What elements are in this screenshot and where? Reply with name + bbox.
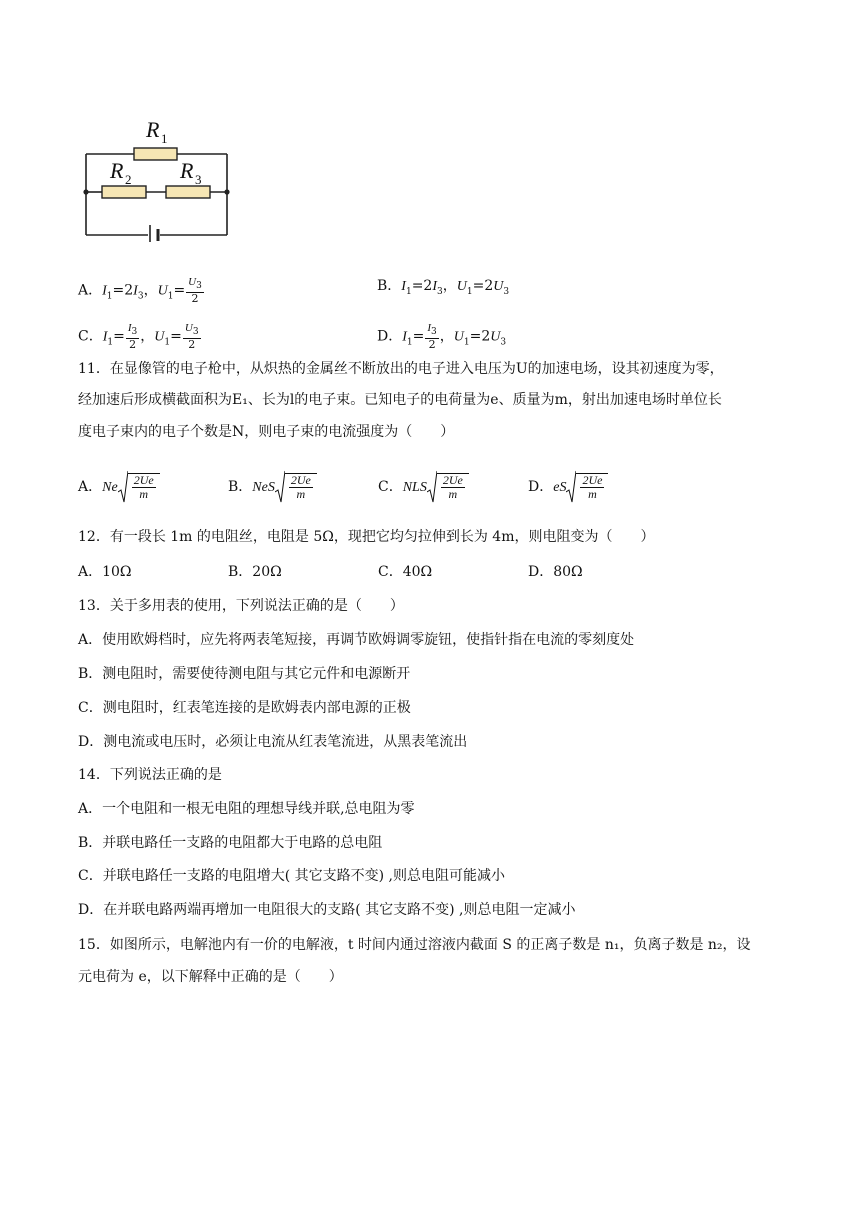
r2-resistor — [102, 186, 146, 198]
r2-label: R — [110, 158, 124, 183]
q11-stem-line2: 经加速后形成横截面积为E₁、长为l的电子束。已知电子的电荷量为e、质量为m，射出加速电场时单位长 — [78, 392, 722, 408]
q12-option-c: C．40Ω — [378, 564, 433, 580]
q11-option-c: C．NLS $\frac{2Ue}{m}$ — [378, 470, 469, 504]
q12-option-d: D．80Ω — [528, 564, 583, 580]
q14-option-d: D．在并联电路两端再增加一电阻很大的支路( 其它支路不变) ,则总电阻一定减小 — [78, 902, 576, 918]
q15-stem-line1: 15．如图所示，电解池内有一价的电解液，t 时间内通过溶液内截面 S 的正离子数是 n₁，负离子数是 n₂，设 — [78, 937, 751, 953]
r1-label: R — [146, 117, 160, 142]
q11-stem-line1: 11．在显像管的电子枪中，从炽热的金属丝不断放出的电子进入电压为U的加速电场，设其初速度为零， — [78, 361, 724, 377]
q13-option-a: A．使用欧姆档时，应先将两表笔短接，再调节欧姆调零旋钮，使指针指在电流的零刻度处 — [78, 632, 635, 648]
q14-option-b: B．并联电路任一支路的电阻都大于电路的总电阻 — [78, 835, 383, 851]
r2-sub: 2 — [125, 172, 132, 187]
q10-option-d: D．$I_1=$ $\frac{I_3}{2}$ ，$U_1=2U_3$ — [377, 322, 507, 352]
q12-stem: 12．有一段长 1m 的电阻丝，电阻是 5Ω，现把它均匀拉伸到长为 4m，则电阻变为（ ） — [78, 529, 655, 545]
q10-option-c: C．$I_1=$ $\frac{I_3}{2}$ ，$U_1=$ $\frac{U_3}{2}$ — [78, 322, 199, 352]
r1-resistor — [134, 148, 177, 160]
q11-option-d: D．eS $\frac{2Ue}{m}$ — [528, 470, 608, 504]
q10-option-a: A．$I_1=2I_3$，$U_1=$ $\frac{U_3}{2}$ — [78, 276, 202, 306]
q12-option-a: A．10Ω — [78, 564, 132, 580]
q11-stem-line3: 度电子束内的电子个数是N，则电子束的电流强度为（ ） — [78, 424, 455, 440]
r1-sub: 1 — [161, 131, 168, 146]
r3-resistor — [166, 186, 210, 198]
q14-stem: 14．下列说法正确的是 — [78, 767, 222, 783]
q11-option-a: A．Ne $\frac{2Ue}{m}$ — [78, 470, 160, 504]
q11-option-b: B．NeS $\frac{2Ue}{m}$ — [228, 470, 317, 504]
q14-option-a: A．一个电阻和一根无电阻的理想导线并联,总电阻为零 — [78, 801, 415, 817]
r3-label: R — [180, 158, 194, 183]
q13-option-c: C．测电阻时，红表笔连接的是欧姆表内部电源的正极 — [78, 700, 411, 716]
q13-stem: 13．关于多用表的使用，下列说法正确的是（ ） — [78, 598, 404, 614]
circuit-diagram — [80, 112, 240, 242]
r3-sub: 3 — [195, 172, 202, 187]
q13-option-d: D．测电流或电压时，必须让电流从红表笔流进，从黑表笔流出 — [78, 734, 468, 750]
q15-stem-line2: 元电荷为 e，以下解释中正确的是（ ） — [78, 969, 343, 985]
q13-option-b: B．测电阻时，需要使待测电阻与其它元件和电源断开 — [78, 666, 411, 682]
q12-option-b: B．20Ω — [228, 564, 282, 580]
q14-option-c: C．并联电路任一支路的电阻增大( 其它支路不变) ,则总电阻可能减小 — [78, 868, 505, 884]
q10-option-b: B．$I_1=2I_3$，$U_1=2U_3$ — [377, 278, 510, 297]
